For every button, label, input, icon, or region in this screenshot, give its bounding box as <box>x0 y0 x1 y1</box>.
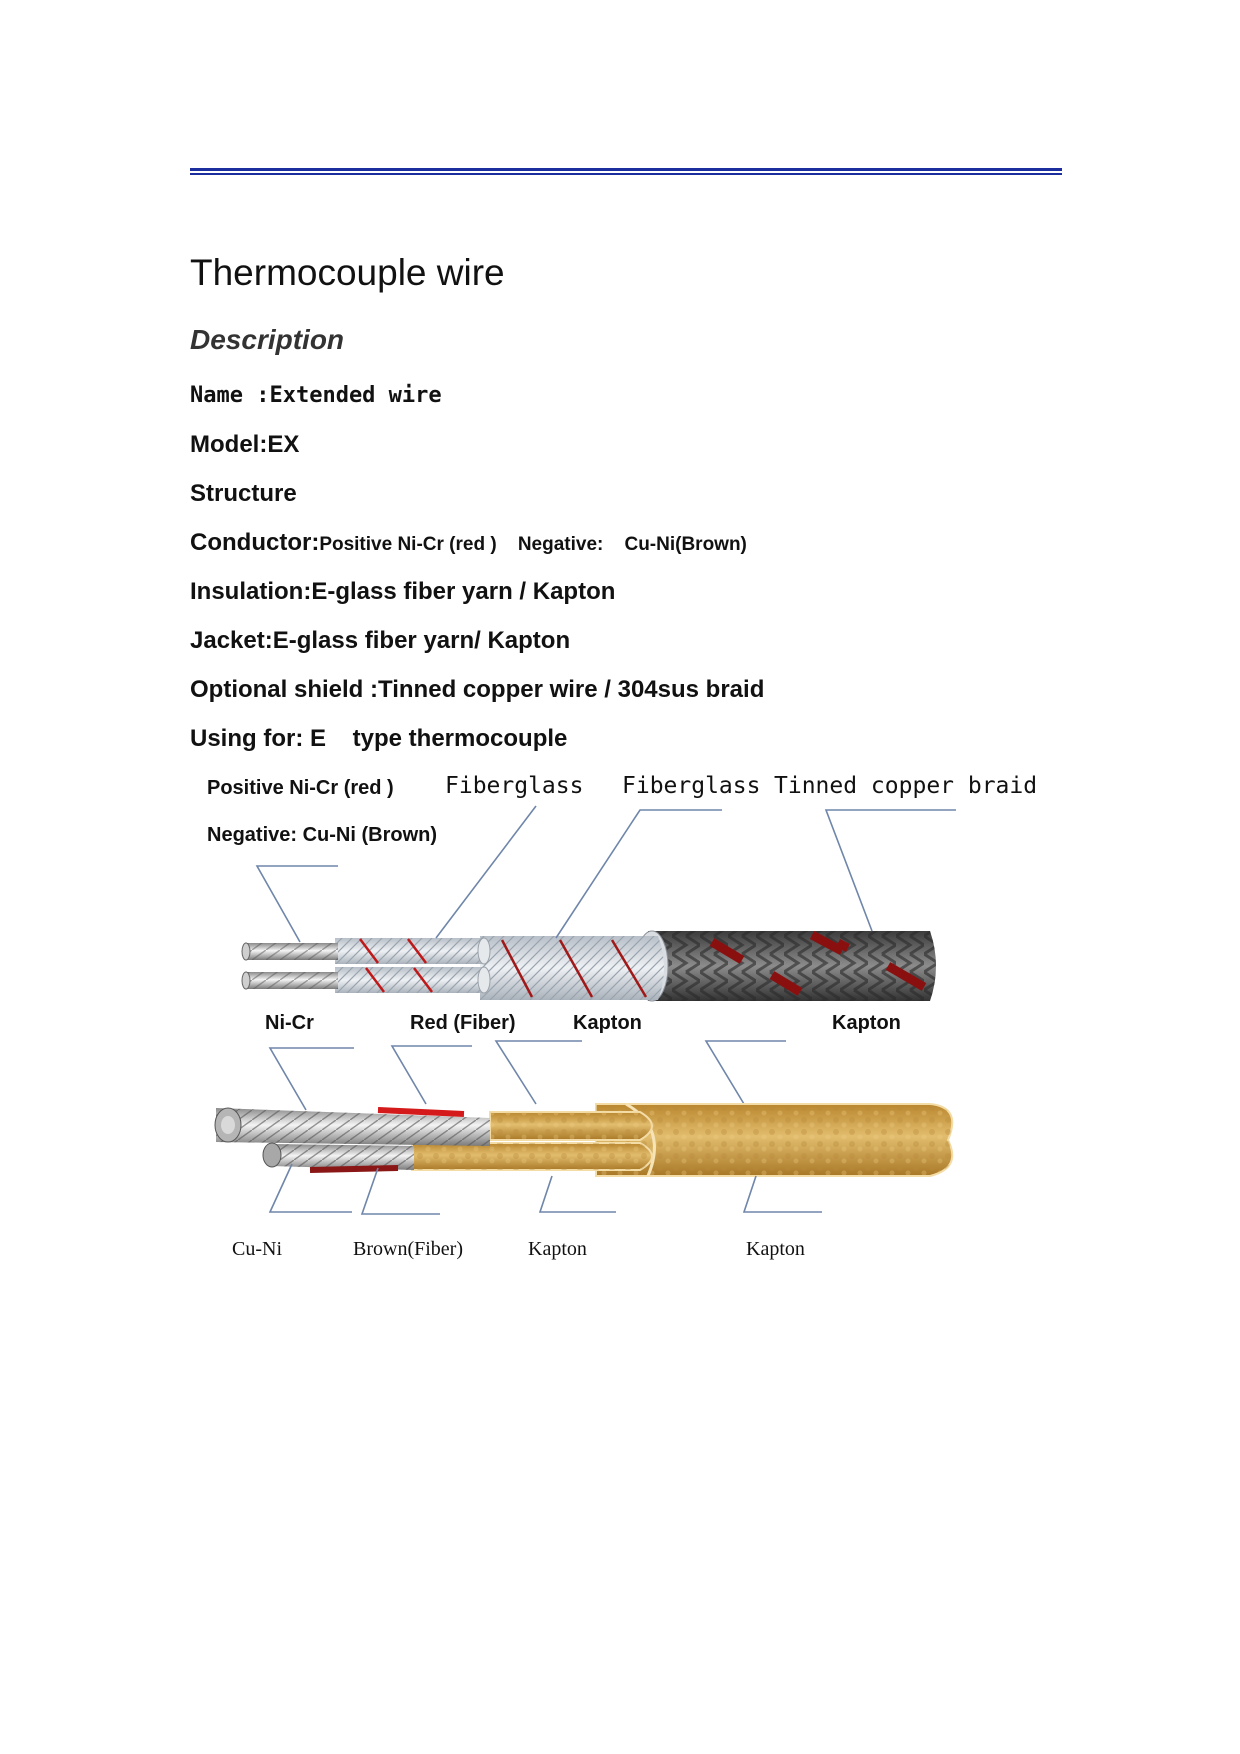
page-title: Thermocouple wire <box>190 252 505 293</box>
inner-fiberglass-lower <box>335 967 490 993</box>
spec-insulation: Insulation:E-glass fiber yarn / Kapton <box>190 578 616 605</box>
label-cu-ni: Cu-Ni <box>232 1238 282 1260</box>
label-kapton-bottom-1: Kapton <box>528 1238 587 1260</box>
label-negative: Negative: Cu-Ni (Brown) <box>207 824 437 846</box>
label-red-fiber: Red (Fiber) <box>410 1012 516 1034</box>
spec-shield: Optional shield :Tinned copper wire / 304sus braid <box>190 676 765 703</box>
conductor-label: Conductor: <box>190 529 320 556</box>
spec-model: Model:EX <box>190 431 300 458</box>
spec-name: Name :Extended wire <box>190 383 442 408</box>
spec-jacket: Jacket:E-glass fiber yarn/ Kapton <box>190 627 571 654</box>
conductor-negative: Cu-Ni(Brown) <box>624 534 747 555</box>
label-kapton-top-1: Kapton <box>573 1012 642 1034</box>
inner-kapton-upper <box>490 1112 652 1140</box>
inner-fiberglass-upper <box>335 938 490 964</box>
label-ni-cr: Ni-Cr <box>265 1012 314 1034</box>
outer-fiberglass-layer <box>480 936 664 1000</box>
label-kapton-top-2: Kapton <box>832 1012 901 1034</box>
outer-kapton-jacket <box>596 1104 952 1176</box>
tinned-braid-layer <box>636 931 936 1001</box>
label-fiberglass-2: Fiberglass <box>622 773 761 799</box>
bare-conductors-top <box>242 943 338 989</box>
label-brown-fiber: Brown(Fiber) <box>353 1238 463 1260</box>
label-tinned-copper-braid: Tinned copper braid <box>774 773 1038 799</box>
conductor-negative-label: Negative: <box>517 534 604 555</box>
spec-using-for: Using for: E type thermocouple <box>190 725 568 752</box>
label-kapton-bottom-2: Kapton <box>746 1238 805 1260</box>
label-positive: Positive Ni-Cr (red ) <box>207 777 394 799</box>
inner-kapton-lower <box>412 1143 652 1170</box>
conductor-cu-ni-bottom <box>263 1143 414 1170</box>
conductor-positive: Positive Ni-Cr (red ) <box>319 534 497 555</box>
description-heading: Description <box>190 324 345 355</box>
label-fiberglass-1: Fiberglass <box>445 773 584 799</box>
spec-structure: Structure <box>190 480 297 507</box>
conductor-ni-cr-bottom <box>215 1108 490 1146</box>
